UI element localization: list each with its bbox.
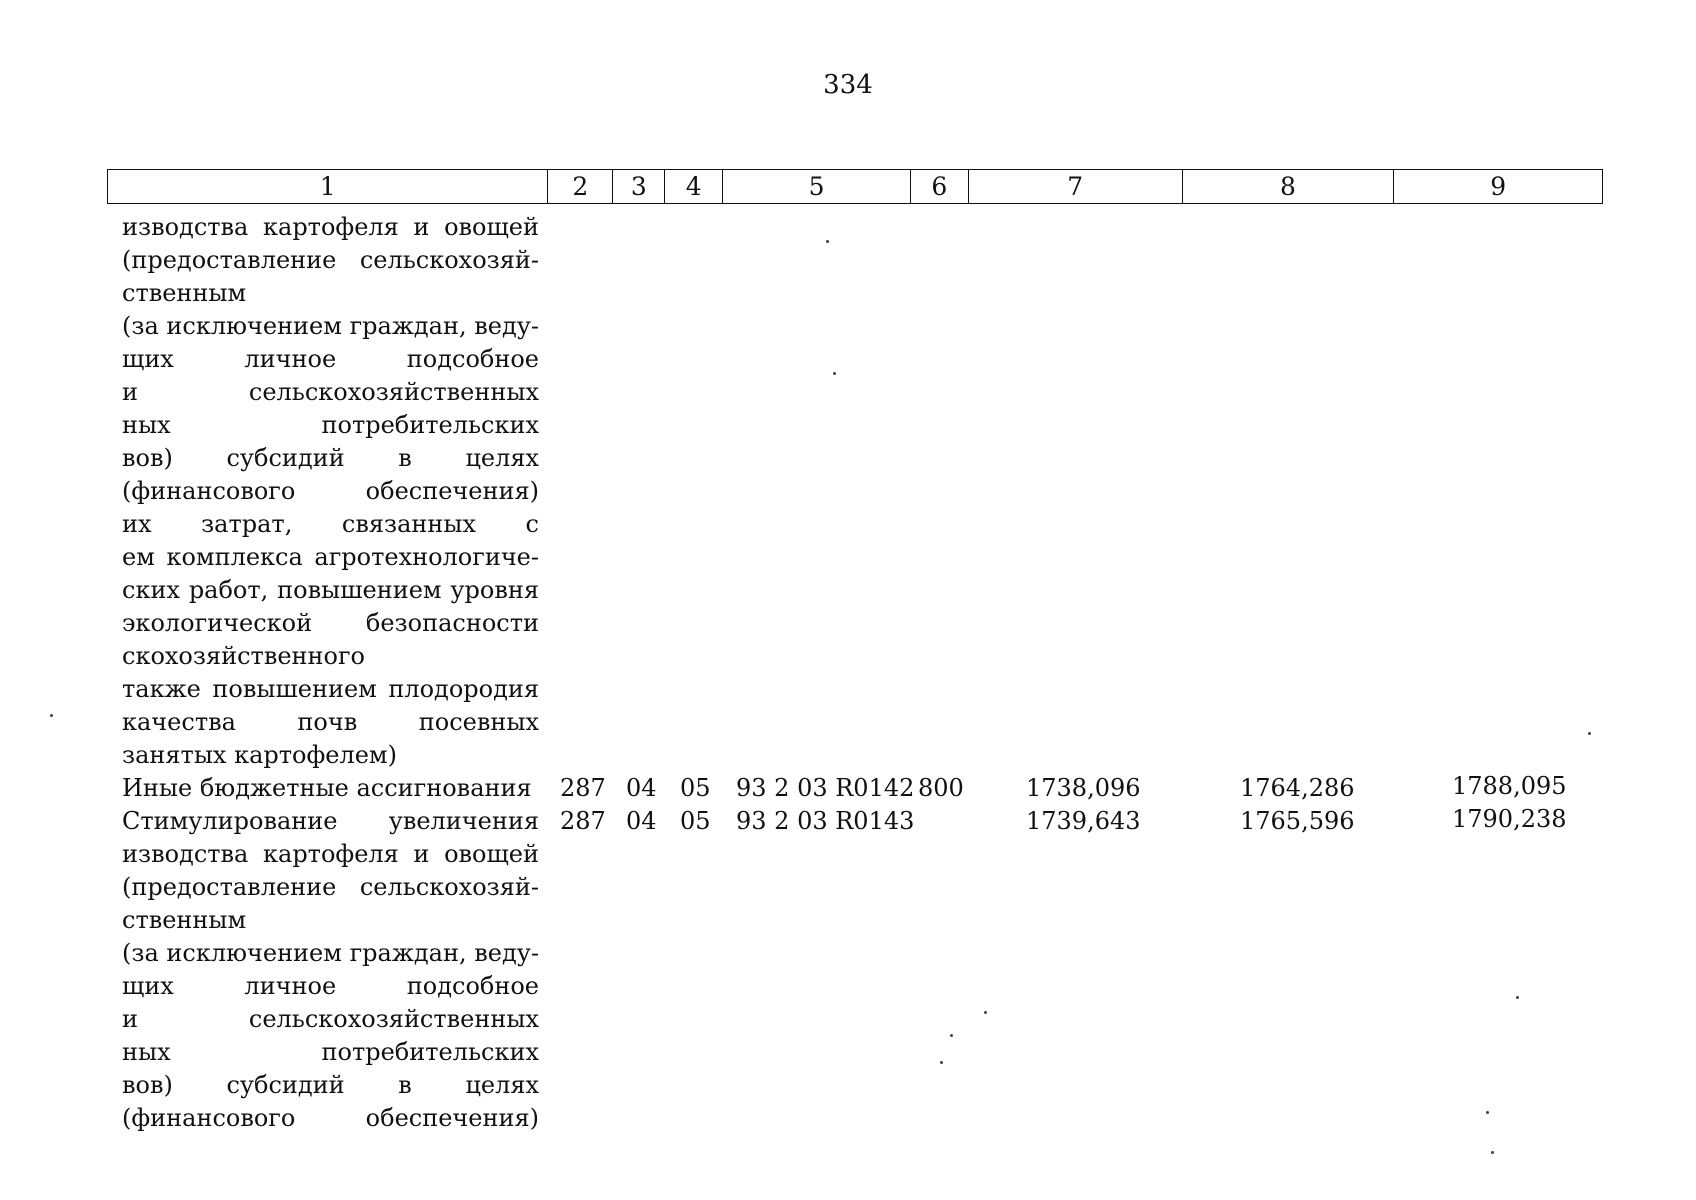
text-line: (финансового обеспечения) <box>122 477 539 505</box>
cell-col-9: 1790,238 <box>1452 805 1567 833</box>
text-line: скохозяйственного <box>122 642 365 670</box>
scan-speck <box>950 1034 953 1037</box>
cell-col-7: 1739,643 <box>1026 807 1141 835</box>
scan-speck <box>1516 996 1519 999</box>
header-col-4: 4 <box>664 170 722 203</box>
text-line: ственным <box>122 906 247 934</box>
text-line: и сельскохозяйственных <box>122 378 539 406</box>
cell-col-9: 1788,095 <box>1452 772 1567 800</box>
text-line: вов) субсидий в целях <box>122 1071 539 1099</box>
header-col-2: 2 <box>547 170 612 203</box>
scan-speck <box>1588 732 1591 735</box>
scan-speck <box>50 714 53 717</box>
text-line: экологической безопасности <box>122 609 539 637</box>
cell-col-2: 287 <box>560 807 606 835</box>
text-line: ных потребительских <box>122 1038 539 1066</box>
scan-speck <box>826 240 829 243</box>
text-line: (финансового обеспечения) <box>122 1104 539 1132</box>
cell-col-2: 287 <box>560 774 606 802</box>
header-col-1: 1 <box>319 172 336 201</box>
scan-speck <box>1486 1111 1489 1114</box>
header-col-6: 6 <box>910 170 968 203</box>
text-line: ем комплекса агротехнологиче- <box>122 543 539 571</box>
cell-col-3: 04 <box>626 807 657 835</box>
text-line: (за исключением граждан, веду- <box>122 312 539 340</box>
cell-col-7: 1738,096 <box>1026 774 1141 802</box>
scan-speck <box>1491 1151 1494 1154</box>
text-line: и сельскохозяйственных <box>122 1005 539 1033</box>
scan-speck <box>984 1011 987 1014</box>
scan-speck <box>833 372 836 375</box>
text-line: вов) субсидий в целях <box>122 444 539 472</box>
text-line: их затрат, связанных с <box>122 510 539 538</box>
cell-col-8: 1764,286 <box>1240 774 1355 802</box>
text-line: также повышением плодородия <box>122 675 539 703</box>
cell-col-4: 05 <box>680 807 711 835</box>
cell-col-5: 93 2 03 R0142 <box>736 774 915 802</box>
row-name <box>122 805 539 838</box>
text-line: ных потребительских <box>122 411 539 439</box>
text-line: (за исключением граждан, веду- <box>122 939 539 967</box>
row-name: Иные бюджетные ассигнования <box>122 774 532 802</box>
text-line: Стимулирование увеличения <box>122 807 539 835</box>
cell-col-8: 1765,596 <box>1240 807 1355 835</box>
header-col-8: 8 <box>1182 170 1394 203</box>
text-line: (предоставление сельскохозяй- <box>122 873 539 901</box>
cell-col-6: 800 <box>918 774 964 802</box>
header-col-3: 3 <box>612 170 664 203</box>
text-line: изводства картофеля и овощей <box>122 213 539 241</box>
header-col-5: 5 <box>722 170 910 203</box>
text-line: ственным <box>122 279 247 307</box>
cell-col-3: 04 <box>626 774 657 802</box>
scan-speck <box>940 1061 943 1064</box>
text-line: качества почв посевных <box>122 708 539 736</box>
page-number: 334 <box>823 70 873 100</box>
text-line: (предоставление сельскохозяй- <box>122 246 539 274</box>
text-line: занятых картофелем) <box>122 741 397 769</box>
row-description-continued <box>122 211 539 772</box>
text-line: изводства картофеля и овощей <box>122 840 539 868</box>
row-description <box>122 838 539 1135</box>
header-col-9: 9 <box>1393 170 1602 203</box>
cell-col-4: 05 <box>680 774 711 802</box>
text-line: щих личное подсобное <box>122 345 539 373</box>
table-header <box>107 169 1603 204</box>
text-line: ских работ, повышением уровня <box>122 576 539 604</box>
text-line: щих личное подсобное <box>122 972 539 1000</box>
header-col-7: 7 <box>968 170 1182 203</box>
cell-col-5: 93 2 03 R0143 <box>736 807 915 835</box>
